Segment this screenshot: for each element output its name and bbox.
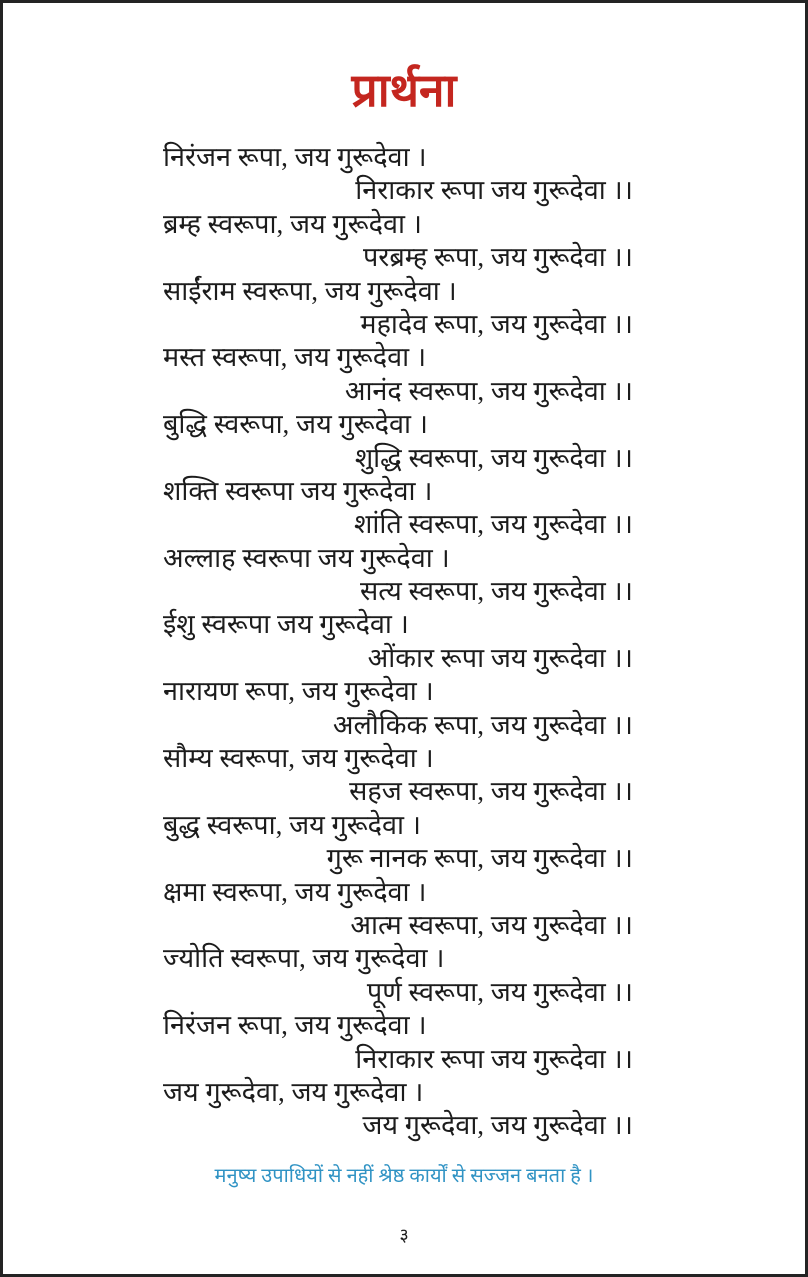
- prayer-text-block: [163, 141, 633, 1143]
- couplet-first-line: नारायण रूपा, जय गुरूदेवा ।: [163, 676, 434, 707]
- couplet-second-line: सत्य स्वरूपा, जय गुरूदेवा ।।: [360, 576, 633, 607]
- couplet-second-line: पूर्ण स्वरूपा, जय गुरूदेवा ।।: [366, 976, 633, 1007]
- couplet-second-line: अलौकिक रूपा, जय गुरूदेवा ।।: [332, 709, 633, 740]
- couplet: [163, 675, 633, 742]
- couplet-first-line: ज्योति स्वरूपा, जय गुरूदेवा ।: [163, 943, 445, 974]
- couplet: [163, 1076, 633, 1143]
- couplet-first-line: निरंजन रूपा, जय गुरूदेवा ।: [163, 1010, 427, 1041]
- footer-proverb: मनुष्य उपाधियों से नहीं श्रेष्ठ कार्यों से सज्जन बनता है ।: [214, 1165, 594, 1187]
- couplet-second-line: आनंद स्वरूपा, जय गुरूदेवा ।।: [344, 375, 633, 406]
- couplet-first-line: शक्ति स्वरूपा जय गुरूदेवा ।: [163, 475, 433, 506]
- page-number: ३: [399, 1225, 409, 1245]
- couplet-second-line: आत्म स्वरूपा, जय गुरूदेवा ।।: [350, 909, 633, 940]
- couplet-first-line: बुद्धि स्वरूपा, जय गुरूदेवा ।: [163, 409, 429, 440]
- couplet-first-line: मस्त स्वरूपा, जय गुरूदेवा ।: [163, 342, 427, 373]
- couplet-first-line: ब्रम्ह स्वरूपा, जय गुरूदेवा ।: [163, 208, 422, 239]
- couplet-second-line: निराकार रूपा जय गुरूदेवा ।।: [355, 175, 633, 206]
- couplet: [163, 542, 633, 609]
- couplet: [163, 408, 633, 475]
- couplet-first-line: साईंराम स्वरूपा, जय गुरूदेवा ।: [163, 275, 457, 306]
- couplet: [163, 275, 633, 342]
- couplet: [163, 809, 633, 876]
- couplet: [163, 208, 633, 275]
- couplet-first-line: सौम्य स्वरूपा, जय गुरूदेवा ।: [163, 743, 434, 774]
- couplet-second-line: सहज स्वरूपा, जय गुरूदेवा ।।: [349, 776, 633, 807]
- couplet-first-line: बुद्ध स्वरूपा, जय गुरूदेवा ।: [163, 809, 422, 840]
- couplet: [163, 742, 633, 809]
- couplet: [163, 141, 633, 208]
- couplet: [163, 475, 633, 542]
- couplet-second-line: परब्रम्ह रूपा, जय गुरूदेवा ।।: [362, 242, 633, 273]
- couplet: [163, 942, 633, 1009]
- couplet-first-line: निरंजन रूपा, जय गुरूदेवा ।: [163, 142, 427, 172]
- couplet: [163, 1009, 633, 1076]
- couplet-second-line: जय गुरूदेवा, जय गुरूदेवा ।।: [362, 1110, 633, 1141]
- couplet-second-line: शांति स्वरूपा, जय गुरूदेवा ।।: [354, 509, 633, 540]
- couplet-second-line: निराकार रूपा जय गुरूदेवा ।।: [355, 1043, 633, 1074]
- couplet-second-line: शुद्धि स्वरूपा, जय गुरूदेवा ।।: [354, 442, 633, 473]
- couplet-first-line: ईशु स्वरूपा जय गुरूदेवा ।: [163, 609, 409, 640]
- couplet-second-line: गुरू नानक रूपा, जय गुरूदेवा ।।: [326, 843, 633, 874]
- couplet-first-line: जय गुरूदेवा, जय गुरूदेवा ।: [163, 1076, 424, 1107]
- couplet-first-line: क्षमा स्वरूपा, जय गुरूदेवा ।: [163, 876, 427, 907]
- couplet-second-line: ओंकार रूपा जय गुरूदेवा ।।: [367, 642, 633, 673]
- couplet: [163, 341, 633, 408]
- page-title: प्रार्थना: [351, 65, 457, 116]
- couplet: [163, 876, 633, 943]
- couplet: [163, 608, 633, 675]
- couplet-second-line: महादेव रूपा, जय गुरूदेवा ।।: [360, 308, 633, 339]
- couplet-first-line: अल्लाह स्वरूपा जय गुरूदेवा ।: [163, 542, 450, 573]
